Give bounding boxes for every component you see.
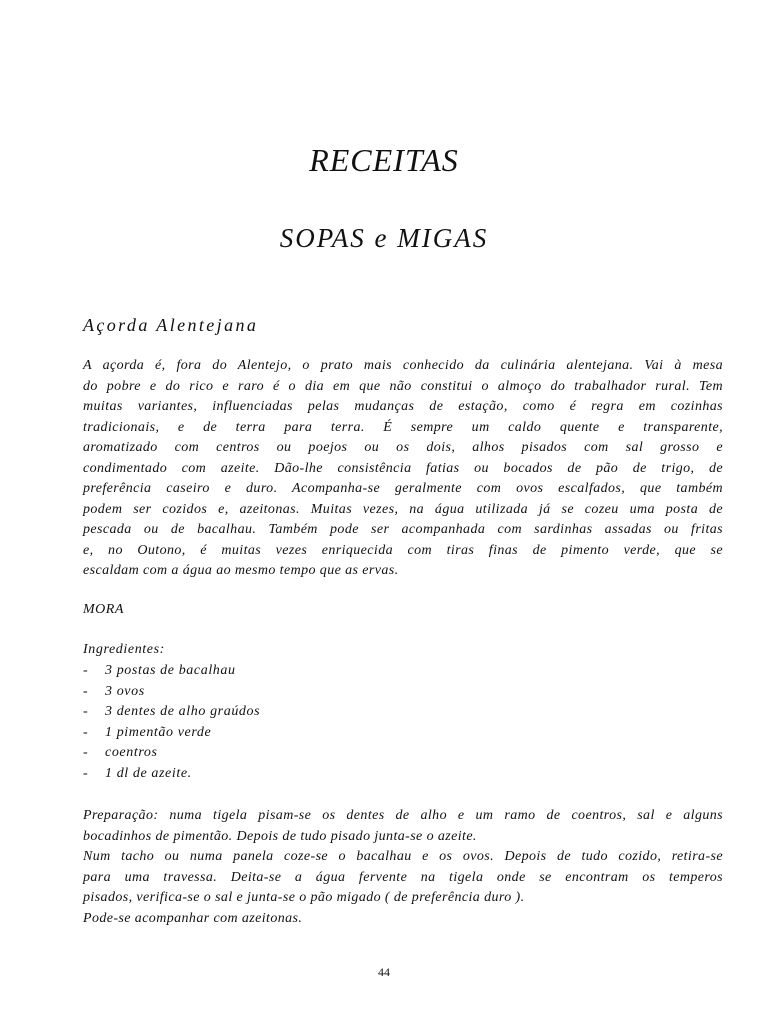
ingredient-text: 3 postas de bacalhau (105, 663, 236, 678)
preparation-paragraph (83, 806, 723, 929)
intro-line: aromatizado com centros ou poejos ou os dois, alhos pisados com sal grosso e (83, 440, 723, 455)
list-bullet: - (83, 765, 89, 781)
intro-line: podem ser cozidos e, azeitonas. Muitas vezes, na água utilizada já se cozeu uma posta de (83, 501, 723, 517)
ingredients-list (83, 661, 260, 784)
intro-line: muitas variantes, influenciadas pelas mudanças de estação, como é regra em cozinhas (83, 399, 723, 414)
intro-line: condimentado com azeite. Dão-lhe consistência fatias ou bocados de pão de trigo, de (83, 460, 723, 476)
intro-line: pescada ou de bacalhau. Também pode ser acompanhada com sardinhas assadas ou fritas (83, 522, 723, 537)
ingredient-item (83, 702, 260, 723)
ingredient-text: 1 dl de azeite. (105, 765, 192, 781)
intro-line: e, no Outono, é muitas vezes enriquecida com tiras finas de pimento verde, que se (83, 542, 723, 558)
intro-line: escaldam com a água ao mesmo tempo que as ervas. (83, 563, 399, 578)
ingredient-text: 3 ovos (105, 683, 145, 699)
list-bullet: - (83, 683, 89, 699)
ingredient-text: 3 dentes de alho graúdos (105, 704, 261, 719)
prep-line: para uma travessa. Deita-se a água fervente na tigela onde se encontram os temperos (83, 869, 723, 885)
prep-line: pisados, verifica-se o sal e junta-se o pão migado ( de preferência duro ). (83, 890, 525, 905)
prep-line: bocadinhos de pimentão. Depois de tudo pisado junta-se o azeite. (83, 828, 477, 844)
intro-line: tradicionais, e de terra para terra. É sempre um caldo quente e transparente, (83, 419, 723, 435)
list-bullet: - (83, 663, 89, 678)
ingredient-item (83, 682, 260, 703)
ingredients-heading: Ingredientes: (83, 642, 165, 657)
list-bullet: - (83, 704, 89, 719)
prep-line: Num tacho ou numa panela coze-se o bacalhau e os ovos. Depois de tudo cozido, retira-se (83, 849, 723, 864)
list-bullet: - (83, 724, 89, 740)
ingredient-text: 1 pimentão verde (105, 724, 212, 740)
prep-line: Pode-se acompanhar com azeitonas. (83, 910, 303, 926)
ingredient-item (83, 743, 260, 764)
intro-paragraph (83, 356, 723, 582)
list-bullet: - (83, 745, 89, 760)
intro-line: A açorda é, fora do Alentejo, o prato mais conhecido da culinária alentejana. Vai à mesa (83, 358, 723, 373)
ingredient-item (83, 723, 260, 744)
region-label: MORA (83, 602, 124, 617)
prep-line: Preparação: numa tigela pisam-se os dentes de alho e um ramo de coentros, sal e alguns (83, 808, 723, 823)
section-subtitle: SOPAS e MIGAS (279, 223, 489, 253)
document-title: RECEITAS (309, 142, 459, 178)
recipe-title: Açorda Alentejana (83, 315, 259, 335)
ingredient-text: coentros (105, 745, 158, 760)
intro-line: do pobre e do rico e raro é o dia em que não constitui o almoço do trabalhador rural. Tem (83, 378, 723, 394)
intro-line: preferência caseiro e duro. Acompanha-se geralmente com ovos escalfados, que também (83, 481, 723, 496)
ingredient-item (83, 764, 260, 785)
ingredient-item (83, 661, 260, 682)
page-number: 44 (378, 965, 390, 979)
